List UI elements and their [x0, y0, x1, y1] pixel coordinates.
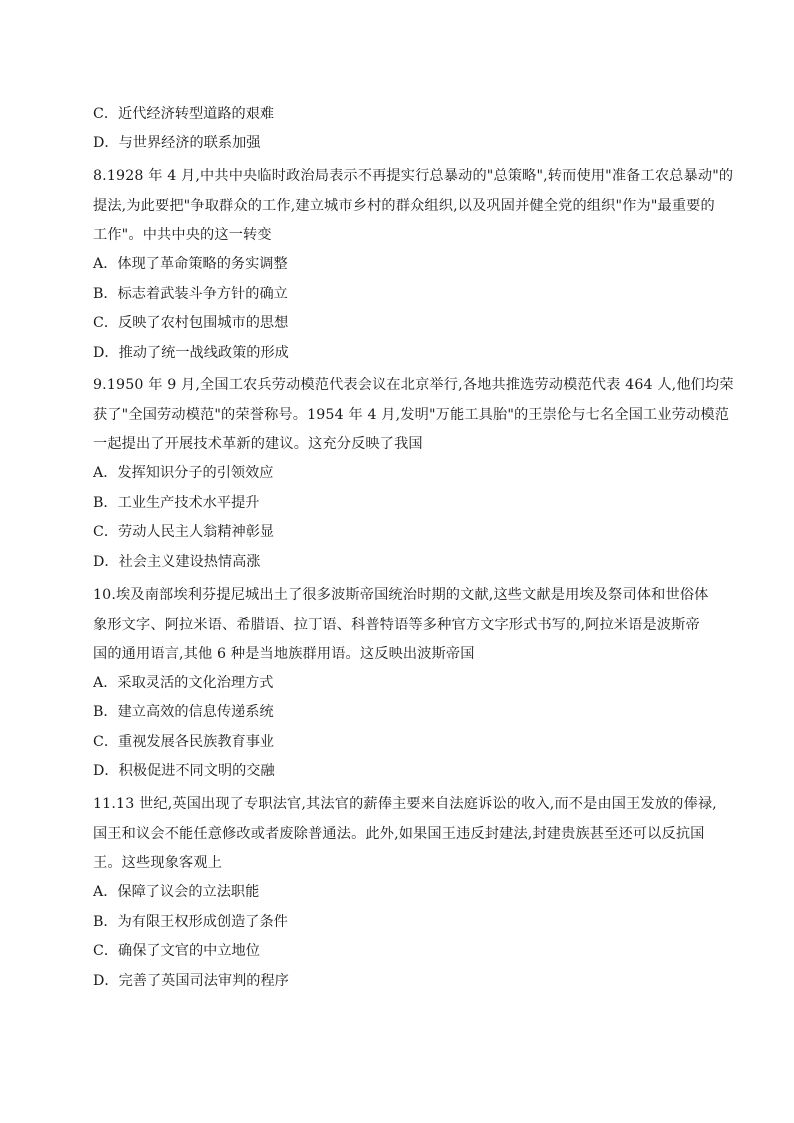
q9-stem-line-3: 一起提出了开展技术革新的建议。这充分反映了我国	[93, 436, 423, 452]
q11-stem-line-3: 王。这些现象客观上	[93, 855, 223, 871]
q8-stem-line-2: 提法,为此要把"争取群众的工作,建立城市乡村的群众组织,以及巩固并健全党的组织"作为"最重要的	[93, 198, 715, 214]
q9-option-a: A．发挥知识分子的引领效应	[93, 465, 274, 481]
q8-option-d: D．推动了统一战线政策的形成	[93, 345, 289, 361]
q8-option-c: C．反映了农村包围城市的思想	[93, 315, 289, 331]
q10-option-d: D．积极促进不同文明的交融	[93, 763, 275, 779]
q8-option-b: B．标志着武装斗争方针的确立	[93, 286, 288, 302]
q9-option-d: D．社会主义建设热情高涨	[93, 554, 261, 570]
q9-option-c: C．劳动人民主人翁精神彰显	[93, 524, 275, 540]
q11-option-c: C．确保了文官的中立地位	[93, 943, 260, 959]
q10-stem-line-2: 象形文字、阿拉米语、希腊语、拉丁语、科普特语等多种官方文字形式书写的,阿拉米语是波斯帝	[93, 617, 700, 633]
q9-option-b: B．工业生产技术水平提升	[93, 495, 260, 511]
q11-option-d: D．完善了英国司法审判的程序	[93, 973, 289, 989]
q9-stem-line-1: 9.1950 年 9 月,全国工农兵劳动模范代表会议在北京举行,各地共推选劳动模范代表 464 人,他们均荣	[93, 377, 734, 393]
q8-stem-line-3: 工作"。中共中央的这一转变	[93, 227, 272, 243]
q11-option-a: A．保障了议会的立法职能	[93, 884, 260, 900]
q11-stem-line-2: 国王和议会不能任意修改或者废除普通法。此外,如果国王违反封建法,封建贵族甚至还可以反抗国	[93, 826, 705, 842]
q11-option-b: B．为有限王权形成创造了条件	[93, 914, 288, 930]
q11-stem-line-1: 11.13 世纪,英国出现了专职法官,其法官的薪俸主要来自法庭诉讼的收入,而不是由国王发放的俸禄,	[93, 796, 717, 812]
q7-option-d: D．与世界经济的联系加强	[93, 135, 261, 151]
q7-option-c: C．近代经济转型道路的艰难	[93, 106, 275, 122]
q10-option-b: B．建立高效的信息传递系统	[93, 704, 274, 720]
q10-option-a: A．采取灵活的文化治理方式	[93, 675, 274, 691]
q8-stem-line-1: 8.1928 年 4 月,中共中央临时政治局表示不再提实行总暴动的"总策略",转而使用"准备工农总暴动"的	[93, 168, 734, 184]
q9-stem-line-2: 获了"全国劳动模范"的荣誉称号。1954 年 4 月,发明"万能工具胎"的王崇伦与七名全国工业劳动模范	[93, 407, 730, 423]
q8-option-a: A．体现了革命策略的务实调整	[93, 256, 288, 272]
q10-stem-line-1: 10.埃及南部埃利芬提尼城出土了很多波斯帝国统治时期的文献,这些文献是用埃及祭司体和世俗体	[93, 587, 709, 603]
q10-stem-line-3: 国的通用语言,其他 6 种是当地族群用语。这反映出波斯帝国	[93, 646, 475, 662]
q10-option-c: C．重视发展各民族教育事业	[93, 734, 275, 750]
